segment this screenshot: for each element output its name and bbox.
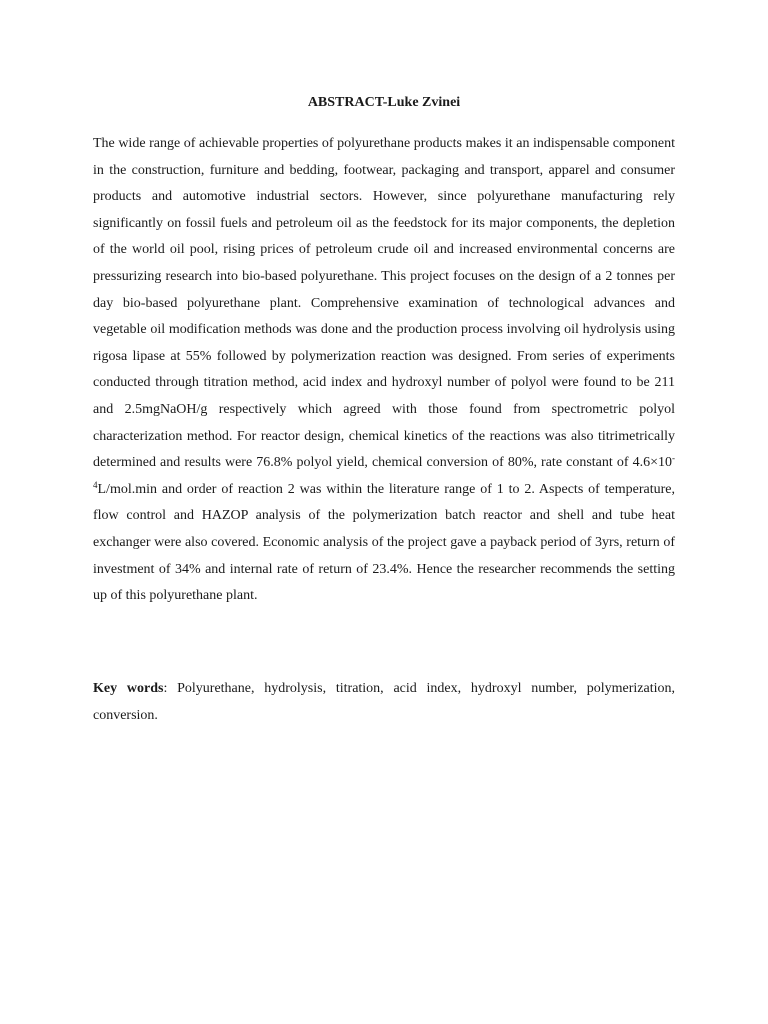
keywords-paragraph <box>93 676 675 729</box>
abstract-title: ABSTRACT-Luke Zvinei <box>307 95 461 110</box>
keywords-list: : Polyurethane, hydrolysis, titration, acid index, hydroxyl number, polymerization, conversion. <box>93 681 675 723</box>
abstract-paragraph <box>93 131 675 610</box>
abstract-text-part2: L/mol.min and order of reaction 2 was within the literature range of 1 to 2. Aspects of temperature, flow control and HAZOP analysis of the polymerization batch reactor and shell and tube heat exchanger were also covered. Economic analysis of the project gave a payback period of 3yrs, return of investment of 34% and internal rate of return of 23.4%. Hence the researcher recommends the setting up of this polyurethane plant. <box>93 481 675 604</box>
abstract-text-part1: The wide range of achievable properties of polyurethane products makes it an indispensable component in the construction, furniture and bedding, footwear, packaging and transport, apparel and consumer products and automotive industrial sectors. However, since polyurethane manufacturing rely significantly on fossil fuels and petroleum oil as the feedstock for its major components, the depletion of the world oil pool, rising prices of petroleum crude oil and increased environmental concerns are pressurizing research into bio-based polyurethane. This project focuses on the design of a 2 tonnes per day bio-based polyurethane plant. Comprehensive examination of technological advances and vegetable oil modification methods was done and the production process involving oil hydrolysis using rigosa lipase at 55% followed by polymerization reaction was designed. From series of experiments conducted through titration method, acid index and hydroxyl number of polyol were found to be 211 and 2.5mgNaOH/g respectively which agreed with those found from spectrometric polyol characterization method. For reactor design, chemical kinetics of the reactions was also titrimetrically determined and results were 76.8% polyol yield, chemical conversion of 80%, rate constant of 4.6×10 <box>93 136 675 471</box>
rate-constant-exponent: -4 <box>93 453 675 490</box>
keywords-label: Key words <box>93 681 164 696</box>
